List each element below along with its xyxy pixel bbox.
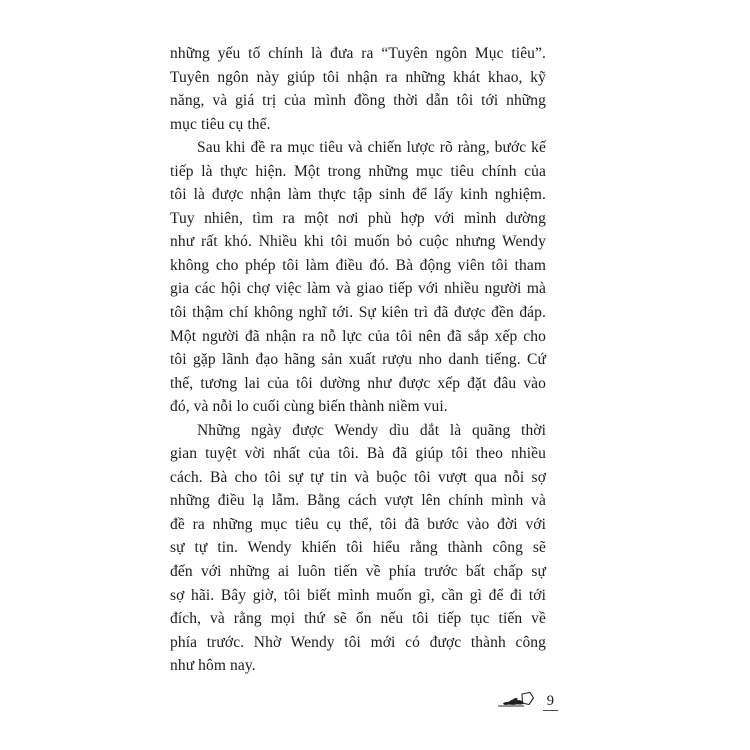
text-line	[170, 348, 546, 372]
text-line-content: đến với những ai luôn tiến về phía trước bất chấp sự	[170, 563, 546, 581]
text-line	[170, 301, 546, 325]
text-line-content: năng, và giá trị của mình đồng thời dẫn tôi tới những	[170, 92, 546, 110]
text-line	[170, 607, 546, 631]
text-line	[170, 113, 546, 137]
text-line-content: gia các hội chợ việc làm và giao tiếp với nhiều người mà	[170, 280, 546, 298]
text-line	[170, 66, 546, 90]
text-line-content: gian tuyệt vời nhất của tôi. Bà đã giúp tôi theo nhiều	[170, 445, 546, 463]
text-line	[170, 419, 546, 443]
text-line-content: tôi thậm chí không nghĩ tới. Sự kiên trì đã được đền đáp.	[170, 304, 546, 322]
text-line-content: Những ngày được Wendy dìu dắt là quãng thời	[197, 421, 546, 439]
text-line	[170, 325, 546, 349]
text-line-content: những yếu tố chính là đưa ra “Tuyên ngôn Mục tiêu”.	[170, 45, 546, 62]
page-footer	[170, 691, 558, 711]
text-line-content: sợ hãi. Bây giờ, tôi biết mình muốn gì, cần gì để đi tới	[170, 586, 546, 604]
swimmer-ornament-icon	[497, 691, 541, 711]
text-line-content: những điều lạ lẫm. Bằng cách vượt lên chính mình và	[170, 492, 546, 510]
text-line-content: không cho phép tôi làm điều đó. Bà động viên tôi tham	[170, 256, 546, 274]
text-line	[170, 489, 546, 513]
text-line-content: Tuyên ngôn này giúp tôi nhận ra những khát khao, kỹ	[170, 68, 546, 86]
page-number: 9	[543, 693, 558, 711]
text-line-content: tôi gặp lãnh đạo hãng sản xuất rượu nho danh tiếng. Cứ	[170, 351, 546, 369]
text-line	[170, 442, 546, 466]
text-line-content: đề ra những mục tiêu cụ thể, tôi đã bước vào đời với	[170, 515, 546, 533]
text-line	[170, 466, 546, 490]
text-line-content: đó, và nỗi lo cuối cùng biến thành niềm vui.	[170, 398, 448, 416]
text-line	[170, 372, 546, 396]
text-line	[170, 536, 546, 560]
text-line	[170, 560, 546, 584]
text-line-content: thế, tương lai của tôi dường như được xếp đặt đâu vào	[170, 374, 546, 392]
text-line-content: tiếp là thực hiện. Một trong những mục tiêu chính của	[170, 162, 546, 180]
text-line-content: như hôm nay.	[170, 657, 256, 675]
page-text	[170, 42, 546, 678]
text-line	[170, 584, 546, 608]
text-line-content: tôi là được nhận làm thực tập sinh để lấy kinh nghiệm.	[170, 186, 546, 204]
text-line-content: sự tự tin. Wendy khiến tôi hiểu rằng thành công sẽ	[170, 539, 546, 557]
text-line-content: như rất khó. Nhiều khi tôi muốn bỏ cuộc nhưng Wendy	[170, 233, 546, 251]
text-line	[170, 254, 546, 278]
text-line-content: Tuy nhiên, tìm ra một nơi phù hợp với mình dường	[170, 209, 546, 227]
text-line	[170, 277, 546, 301]
text-line	[170, 89, 546, 113]
text-line	[170, 395, 546, 419]
text-line	[170, 207, 546, 231]
text-line	[170, 183, 546, 207]
text-line	[170, 513, 546, 537]
text-line-content: mục tiêu cụ thể.	[170, 115, 271, 133]
text-line	[170, 654, 546, 678]
text-line	[170, 136, 546, 160]
text-line-content: Một người đã nhận ra nỗ lực của tôi nên đã sắp xếp cho	[170, 327, 546, 345]
text-line	[170, 631, 546, 655]
text-line	[170, 160, 546, 184]
text-line	[170, 42, 546, 66]
text-line-content: đích, và rằng mọi thứ sẽ ổn nếu tôi tiếp tục tiến về	[170, 610, 546, 628]
text-line-content: cách. Bà cho tôi sự tự tin và buộc tôi vượt qua nỗi sợ	[170, 468, 546, 486]
text-line-content: Sau khi đề ra mục tiêu và chiến lược rõ ràng, bước kế	[197, 139, 546, 157]
text-line-content: phía trước. Nhờ Wendy tôi mới có được thành công	[170, 633, 546, 651]
text-line	[170, 230, 546, 254]
